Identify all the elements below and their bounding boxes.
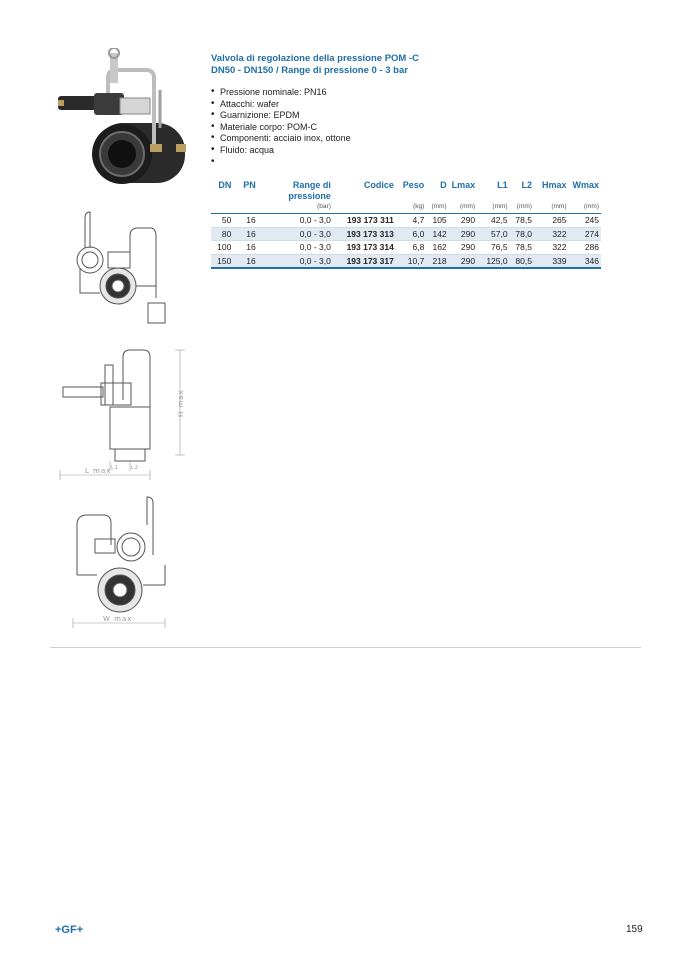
lmax-dimension-label: L max [85, 467, 112, 475]
cell-dn: 50 [221, 215, 232, 225]
cell-wmax: 286 [584, 242, 599, 252]
cell-l1: 76,5 [491, 242, 508, 252]
cell-l2: 80,5 [510, 254, 534, 268]
feature-item: • Pressione nominale: PN16 [211, 87, 351, 99]
cell-lmax: 290 [460, 242, 476, 252]
hmax-dimension-label: H max [177, 389, 185, 417]
header-lmax: Lmax [451, 180, 476, 190]
cell-range: 0,0 - 3,0 [299, 215, 331, 225]
feature-item: • Attacchi: wafer [211, 99, 351, 111]
l1-dimension-label: L1 [111, 465, 119, 471]
cell-l1: 57,0 [477, 227, 510, 241]
cell-range: 0,0 - 3,0 [258, 254, 333, 268]
title-line-2: DN50 - DN150 / Range di pressione 0 - 3 bar [211, 64, 408, 76]
header-codice: Codice [363, 180, 394, 190]
cell-pn: 16 [233, 227, 257, 241]
cell-lmax: 290 [460, 215, 476, 225]
table-units-row [211, 202, 601, 214]
section-divider [50, 647, 641, 648]
cell-peso: 4,7 [412, 215, 425, 225]
cell-l1: 42,5 [491, 215, 508, 225]
table-row [211, 241, 601, 255]
spec-table [211, 180, 601, 269]
cell-l2: 78,5 [515, 242, 532, 252]
cell-l2: 78,0 [510, 227, 534, 241]
product-title [211, 53, 631, 76]
cell-dn: 80 [211, 227, 233, 241]
header-hmax: Hmax [541, 180, 567, 190]
unit-d: (mm) [431, 203, 447, 210]
cell-d: 162 [432, 242, 447, 252]
cell-peso: 6,8 [412, 242, 425, 252]
unit-hmax: (mm) [551, 203, 567, 210]
feature-item: • Fluido: acqua [211, 145, 351, 157]
cell-peso: 6,0 [396, 227, 426, 241]
cell-l2: 78,5 [515, 215, 532, 225]
cell-wmax: 245 [584, 215, 599, 225]
front-drawing [60, 208, 170, 328]
cell-d: 218 [426, 254, 448, 268]
page-number: 159 [626, 924, 643, 935]
cell-pn: 16 [233, 254, 257, 268]
cell-hmax: 265 [552, 215, 567, 225]
unit-range: (bar) [317, 203, 331, 210]
title-line-1: Valvola di regolazione della pressione POM -C [211, 53, 420, 64]
cell-d: 142 [426, 227, 448, 241]
feature-item: • Materiale corpo: POM-C [211, 122, 351, 134]
header-peso: Peso [402, 180, 425, 190]
cell-pn: 16 [246, 215, 256, 225]
header-wmax: Wmax [572, 180, 599, 190]
feature-item [211, 157, 351, 169]
cell-wmax: 274 [569, 227, 602, 241]
header-range: Range di pressione [288, 180, 331, 201]
header-dn: DN [218, 180, 232, 190]
cell-pn: 16 [246, 242, 256, 252]
feature-item: • Guarnizione: EPDM [211, 110, 351, 122]
unit-lmax: (mm) [459, 203, 476, 210]
unit-peso: (kg) [413, 203, 425, 210]
cell-codice: 193 173 317 [333, 254, 396, 268]
unit-l2: (mm) [516, 203, 532, 210]
cell-codice: 193 173 314 [346, 242, 394, 252]
top-drawing [65, 495, 175, 630]
cell-l1: 125,0 [477, 254, 510, 268]
side-drawing [55, 345, 190, 485]
feature-list [211, 87, 351, 168]
cell-codice: 193 173 313 [333, 227, 396, 241]
cell-lmax: 290 [449, 227, 477, 241]
header-l2: L2 [521, 180, 532, 190]
l2-dimension-label: L2 [131, 465, 139, 471]
table-row [211, 254, 601, 268]
table-row [211, 214, 601, 228]
cell-hmax: 322 [534, 227, 569, 241]
cell-peso: 10,7 [396, 254, 426, 268]
cell-dn: 150 [211, 254, 233, 268]
table-row [211, 227, 601, 241]
header-l1: L1 [497, 180, 508, 190]
cell-hmax: 322 [552, 242, 567, 252]
header-pn: PN [243, 180, 256, 190]
feature-item: • Componenti: acciaio inox, ottone [211, 133, 351, 145]
wmax-dimension-label: W max [103, 615, 133, 623]
cell-d: 105 [432, 215, 447, 225]
cell-lmax: 290 [449, 254, 477, 268]
cell-codice: 193 173 311 [347, 215, 394, 225]
header-d: D [440, 180, 447, 190]
product-photo [50, 48, 190, 198]
cell-range: 0,0 - 3,0 [299, 242, 331, 252]
unit-wmax: (mm) [583, 203, 599, 210]
unit-l1: (mm) [492, 203, 508, 210]
cell-dn: 100 [217, 242, 232, 252]
cell-wmax: 346 [569, 254, 602, 268]
gf-logo: +GF+ [55, 924, 84, 936]
table-header-row [211, 180, 601, 202]
cell-range: 0,0 - 3,0 [258, 227, 333, 241]
cell-hmax: 339 [534, 254, 569, 268]
